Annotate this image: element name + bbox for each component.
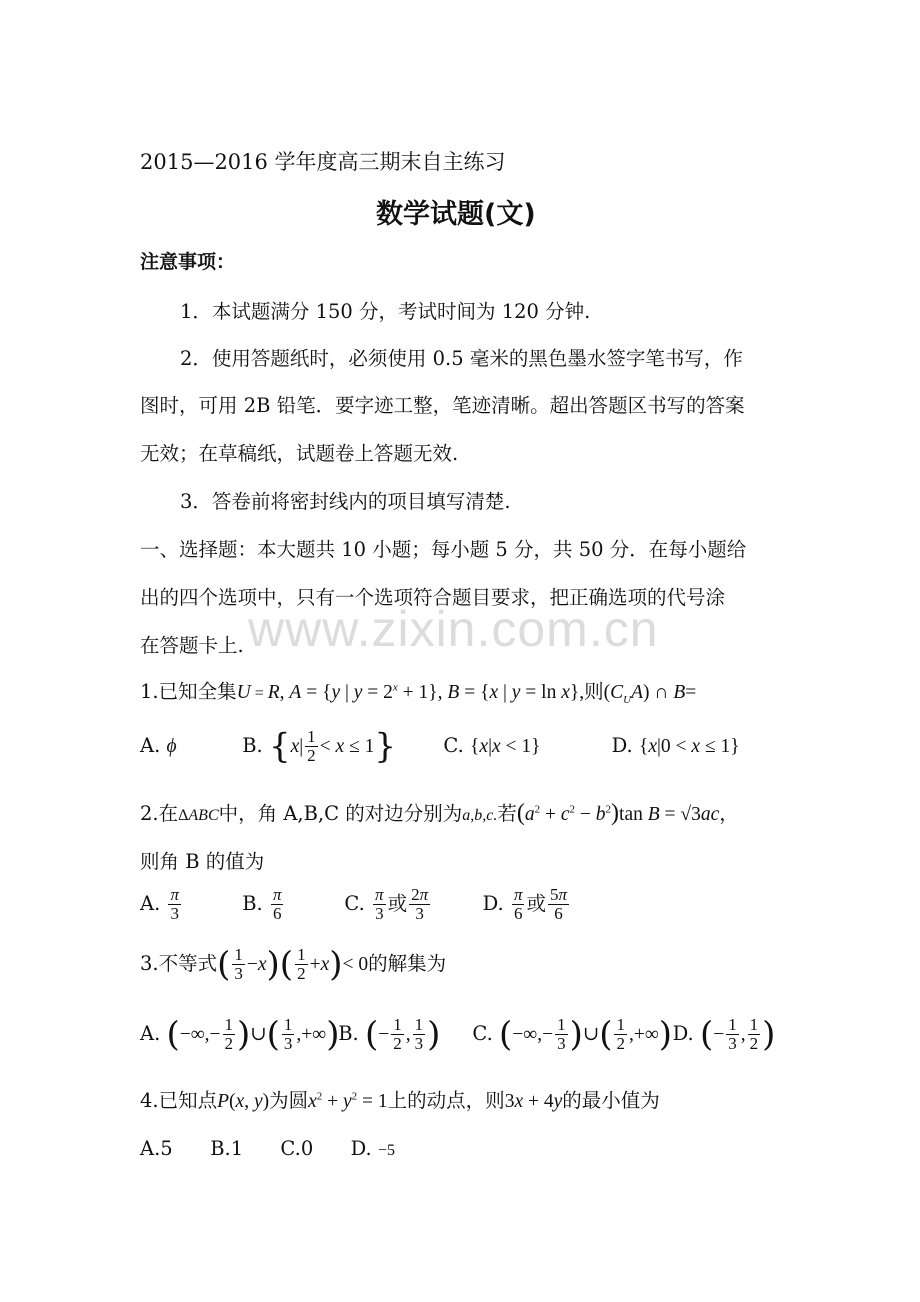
notice-item-2-line-3: 无效；在草稿纸，试题卷上答题无效. <box>140 442 459 465</box>
question-1-formula: U <box>236 682 251 703</box>
notice-item-3: 3．答卷前将密封线内的项目填写清楚. <box>180 490 511 513</box>
question-2-stem: 2.在ΔABC中，角 A,B,C 的对边分别为a,b,c.若$(a^2 + c^2 - b^2)\tan$ B = √3ac， <box>140 800 739 826</box>
q1-option-c[interactable]: C. {x|x < 1} <box>443 733 541 757</box>
question-1-options <box>140 728 740 765</box>
question-4-options <box>140 1137 395 1160</box>
q3-option-a[interactable]: A. (−∞,− $\frac{1}{2}$ )∪( $\frac{1}{3}$ ,+∞) <box>140 1014 340 1055</box>
section-1-intro-line-3: 在答题卡上. <box>140 634 244 657</box>
question-3-stem: 3.不等式( $\frac{1}{3}$ −x)( $\frac{1}{2}$ +x)< 0的解集为 <box>140 944 447 985</box>
question-4-stem: 4.已知点P(x, y)为圆$x^2 + y^2 = 1$上的动点，则3x + 4y的最小值为 <box>140 1089 660 1112</box>
q1-option-a[interactable]: A. ϕ <box>140 733 177 757</box>
question-2-options <box>140 886 571 923</box>
notice-item-2-line-1: 2．使用答题纸时，必须使用 0.5 毫米的黑色墨水签字笔书写，作 <box>180 347 743 370</box>
q4-option-b[interactable]: B.1 <box>210 1137 244 1160</box>
q4-option-a[interactable]: A.5 <box>140 1137 173 1160</box>
q2-option-c[interactable]: C. $\frac{\pi}{3}$ 或 $\frac{2\pi}{3}$ <box>344 885 429 923</box>
exam-year-title: 2015—2016 学年度高三期末自主练习 <box>140 150 506 174</box>
section-1-intro-line-2: 出的四个选项中，只有一个选项符合题目要求，把正确选项的代号涂 <box>140 586 726 609</box>
q4-option-c[interactable]: C.0 <box>280 1137 314 1160</box>
q2-option-b[interactable]: B. $\frac{\pi}{6}$ <box>242 885 282 923</box>
exam-subject-title: 数学试题(文) <box>376 199 536 230</box>
section-1-intro-line-1: 一、选择题：本大题共 10 小题；每小题 5 分，共 50 分．在每小题给 <box>140 538 747 561</box>
q3-option-c[interactable]: C. (−∞,− $\frac{1}{3}$ )∪( $\frac{1}{2}$ ,+∞) <box>472 1014 673 1055</box>
q2-option-a[interactable]: A. $\frac{\pi}{3}$ <box>140 885 180 923</box>
q1-option-d[interactable]: D. {x|0 < x ≤ 1} <box>611 733 740 757</box>
question-2-line-2: 则角 B 的值为 <box>140 850 265 873</box>
question-3-options <box>140 1016 775 1053</box>
question-1-stem: 1.已知全集U = R, A = {y | $y = 2^x + 1$}, B = {x | y = ln x},则$(C_UA)$ ∩ B= <box>140 680 697 706</box>
watermark-text: www.zixin.com.cn <box>248 601 659 657</box>
notice-item-1: 1．本试题满分 150 分，考试时间为 120 分钟. <box>180 300 591 323</box>
question-1-prefix: 1.已知全集 <box>140 680 237 703</box>
notice-heading: 注意事项： <box>140 251 236 273</box>
q3-option-b[interactable]: B. (− $\frac{1}{2}$ , $\frac{1}{3}$ ) <box>338 1014 441 1055</box>
q1-option-b[interactable]: B. {x| $\frac{1}{2}$ < x ≤ 1} <box>242 726 397 767</box>
q4-option-d[interactable]: D. −5 <box>350 1137 395 1160</box>
notice-item-2-line-2: 图时，可用 2B 铅笔．要字迹工整，笔迹清晰。超出答题区书写的答案 <box>140 394 745 417</box>
q2-option-d[interactable]: D. $\frac{\pi}{6}$ 或 $\frac{5\pi}{6}$ <box>482 885 568 923</box>
q3-option-d[interactable]: D. (− $\frac{1}{3}$ , $\frac{1}{2}$ ) <box>672 1014 776 1055</box>
